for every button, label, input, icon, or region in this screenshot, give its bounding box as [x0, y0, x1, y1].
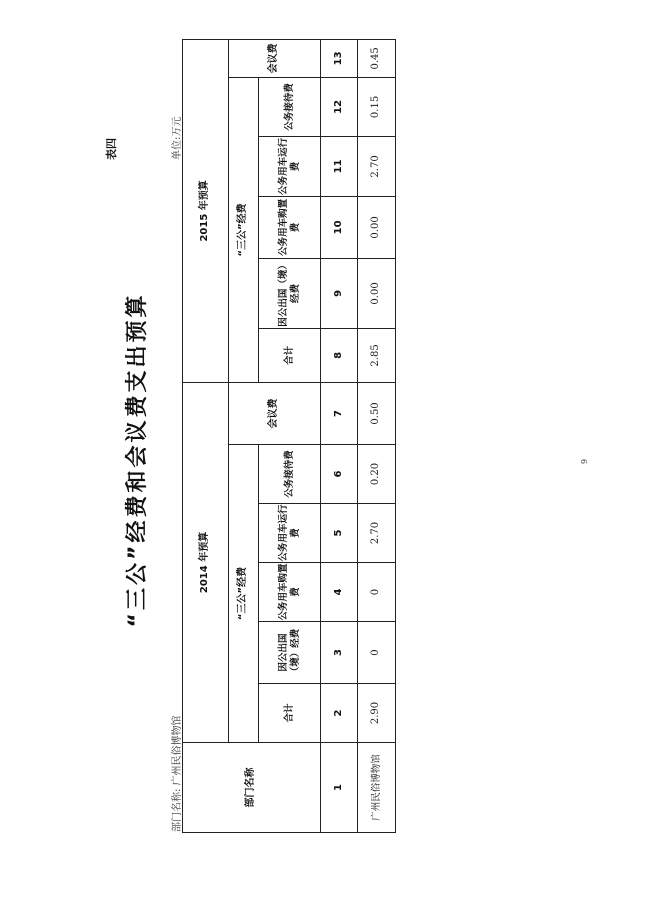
dept-name-cell: 广州民俗博物馆 — [358, 743, 396, 833]
page-title: “三公”经费和会议费支出预算 — [125, 292, 150, 628]
department-label: 部门名称: 广州民俗博物馆 — [172, 715, 183, 832]
column-number: 10 — [321, 196, 358, 258]
abroad-2014-cell: 0 — [358, 622, 396, 684]
car-operation-2014-header: 公务用车运行费 — [259, 504, 321, 563]
reception-2015-header: 公务接待费 — [259, 77, 321, 136]
car-operation-2015-header: 公务用车运行费 — [259, 136, 321, 196]
abroad-2014-header: 因公出国（境）经费 — [259, 622, 321, 684]
header-row-years — [183, 39, 229, 832]
column-number-row — [321, 39, 358, 832]
meeting-2015-header: 会议费 — [229, 39, 321, 77]
total-2014-cell: 2.90 — [358, 684, 396, 743]
column-number: 3 — [321, 622, 358, 684]
car-purchase-2014-cell: 0 — [358, 563, 396, 622]
header-row-categories — [229, 39, 259, 832]
column-number: 1 — [321, 743, 358, 833]
column-number: 13 — [321, 39, 358, 77]
sangong-2014-header: “三公”经费 — [229, 445, 259, 743]
reception-2014-cell: 0.20 — [358, 445, 396, 504]
dept-header: 部门名称 — [183, 743, 321, 833]
column-number: 12 — [321, 77, 358, 136]
reception-2015-cell: 0.15 — [358, 77, 396, 136]
abroad-2015-cell: 0.00 — [358, 258, 396, 328]
total-2014-header: 合计 — [259, 684, 321, 743]
meeting-2014-cell: 0.50 — [358, 382, 396, 444]
column-number: 6 — [321, 445, 358, 504]
car-purchase-2015-header: 公务用车购置费 — [259, 196, 321, 258]
budget-table — [182, 39, 396, 833]
total-2015-header: 合计 — [259, 328, 321, 382]
unit-label: 单位:万元 — [172, 116, 183, 160]
column-number: 2 — [321, 684, 358, 743]
abroad-2015-header: 因公出国（境）经费 — [259, 258, 321, 328]
total-2015-cell: 2.85 — [358, 328, 396, 382]
year-2015-header: 2015 年预算 — [183, 39, 229, 382]
column-number: 5 — [321, 504, 358, 563]
column-number: 11 — [321, 136, 358, 196]
column-number: 9 — [321, 258, 358, 328]
sangong-2015-header: “三公”经费 — [229, 77, 259, 382]
car-purchase-2015-cell: 0.00 — [358, 196, 396, 258]
page-number: 9 — [580, 458, 589, 464]
column-number: 4 — [321, 563, 358, 622]
meeting-2014-header: 会议费 — [229, 382, 321, 444]
column-number: 8 — [321, 328, 358, 382]
table-label: 表四 — [105, 138, 118, 160]
car-operation-2014-cell: 2.70 — [358, 504, 396, 563]
meeting-2015-cell: 0.45 — [358, 39, 396, 77]
car-purchase-2014-header: 公务用车购置费 — [259, 563, 321, 622]
column-number: 7 — [321, 382, 358, 444]
year-2014-header: 2014 年预算 — [183, 382, 229, 742]
reception-2014-header: 公务接待费 — [259, 445, 321, 504]
table-row — [358, 39, 396, 832]
car-operation-2015-cell: 2.70 — [358, 136, 396, 196]
